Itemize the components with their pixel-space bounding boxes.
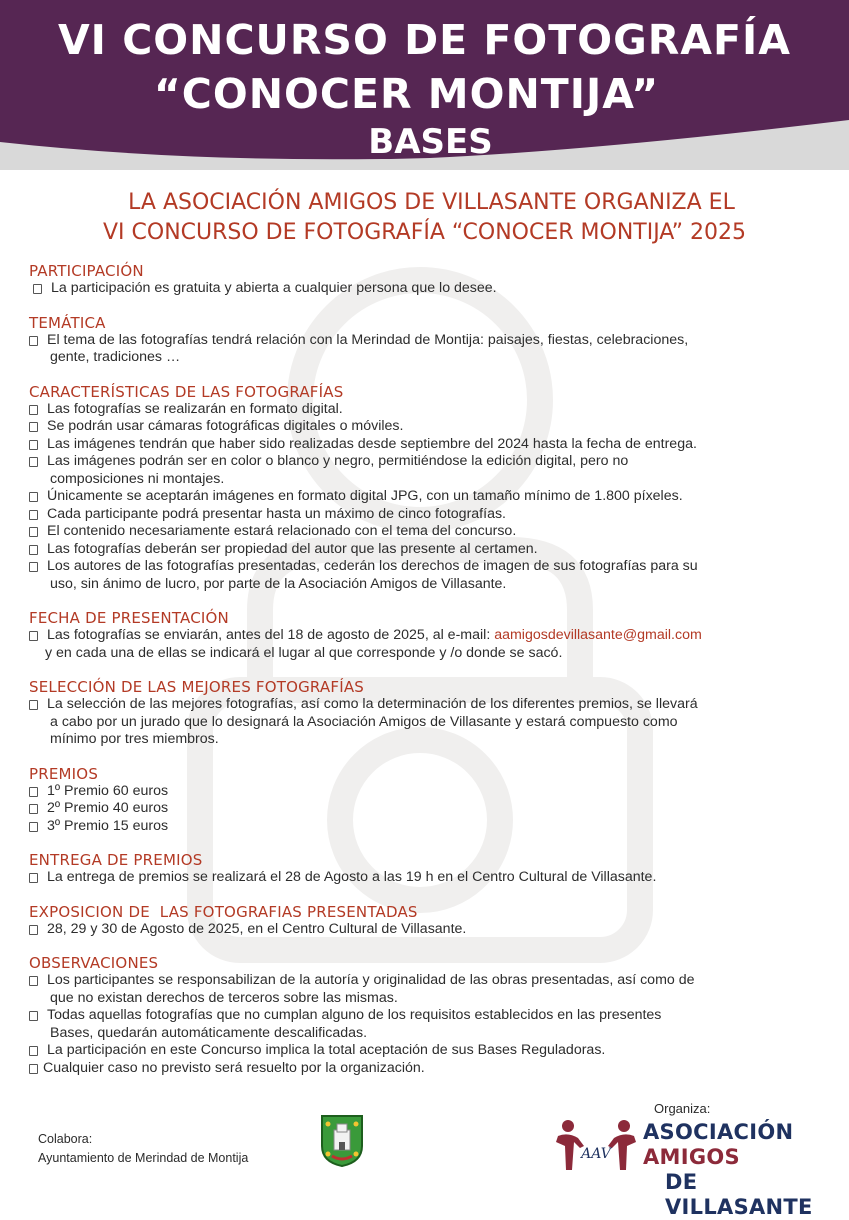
bullet-icon (29, 457, 38, 467)
bullet-icon (29, 440, 38, 450)
email-link[interactable]: aamigosdevillasante@gmail.com (494, 627, 702, 643)
section-title: OBSERVACIONES (29, 954, 159, 972)
section-title: SELECCIÓN DE LAS MEJORES FOTOGRAFÍAS (29, 678, 365, 696)
list-item: Los participantes se responsabilizan de la autoría y originalidad de las obras presentadas, así como de que no existan derechos de terceros sobre las mismas. (29, 972, 829, 1007)
list-item: 1º Premio 60 euros (29, 783, 829, 801)
section-title: TEMÁTICA (29, 313, 106, 332)
list-item: 2º Premio 40 euros (29, 800, 829, 818)
section-observaciones (29, 954, 829, 1077)
bullet-icon (29, 336, 38, 346)
section-title: FECHA DE PRESENTACIÓN (29, 609, 229, 627)
logo-word-villasante: DE VILLASANTE (665, 1170, 813, 1219)
organizer-heading-line2: VI CONCURSO DE FOTOGRAFÍA “CONOCER MONTIJA” 2025 (102, 220, 747, 245)
list-item: 28, 29 y 30 de Agosto de 2025, en el Centro Cultural de Villasante. (29, 921, 829, 939)
section-title: EXPOSICION DE LAS FOTOGRAFIAS PRESENTADAS (29, 902, 418, 921)
bullet-icon (29, 873, 38, 883)
section-title: ENTREGA DE PREMIOS (29, 851, 203, 869)
colabora-name: Ayuntamiento de Merindad de Montija (38, 1151, 249, 1165)
bullet-icon (29, 804, 38, 814)
list-item: Los autores de las fotografías presentadas, cederán los derechos de imagen de sus fotografías para su uso, sin ánimo de lucro, por parte de la Asociación Amigos de Villasante. (29, 558, 829, 593)
list-item: Cualquier caso no previsto será resuelto por la organización. (29, 1060, 829, 1078)
bullet-icon (29, 422, 38, 432)
bullet-icon (29, 787, 38, 797)
section-participacion (29, 262, 829, 298)
logo-monogram: AAV (581, 1146, 611, 1162)
bullet-icon (29, 510, 38, 520)
section-title: PREMIOS (29, 764, 99, 783)
list-item: Las imágenes podrán ser en color o blanco y negro, permitiéndose la edición digital, pero no composiciones ni montajes. (29, 453, 829, 488)
list-item: La entrega de premios se realizará el 28 de Agosto a las 19 h en el Centro Cultural de Villasante. (29, 869, 829, 887)
section-tematica (29, 314, 829, 367)
section-premios (29, 765, 829, 836)
municipal-shield-icon (320, 1114, 364, 1168)
list-item: Las imágenes tendrán que haber sido realizadas desde septiembre del 2024 hasta la fecha de entrega. (29, 436, 829, 454)
list-item: La participación en este Concurso implica la total aceptación de sus Bases Reguladoras. (29, 1042, 829, 1060)
association-logo-text (643, 1120, 849, 1220)
bullet-icon (33, 284, 42, 294)
colabora-label: Colabora: (38, 1132, 93, 1146)
section-exposicion (29, 903, 829, 939)
list-item: Se podrán usar cámaras fotográficas digitales o móviles. (29, 418, 829, 436)
list-item: 3º Premio 15 euros (29, 818, 829, 836)
header-title-line1: VI CONCURSO DE FOTOGRAFÍA (57, 16, 792, 64)
header-title-bases: BASES (368, 122, 493, 162)
bullet-icon (29, 700, 38, 710)
rules-content (29, 262, 829, 1093)
bullet-icon (29, 631, 38, 641)
list-item: La selección de las mejores fotografías, así como la determinación de los diferentes premios, se llevará a cabo por un jurado que lo designará la Asociación Amigos de Villasante y estará compuesto como mínimo por tres miembros. (29, 696, 829, 749)
list-item: Las fotografías se enviarán, antes del 18 de agosto de 2025, al e-mail: aamigosdevillasante@gmail.com y en cada una de ellas se indicará el lugar al que corresponde y /o donde se sacó. (29, 627, 829, 662)
association-logo-icon (554, 1116, 638, 1172)
logo-word-asociacion: ASOCIACIÓN (643, 1120, 794, 1144)
list-item: Únicamente se aceptarán imágenes en formato digital JPG, con un tamaño mínimo de 1.800 píxeles. (29, 488, 829, 506)
list-item: Las fotografías se realizarán en formato digital. (29, 401, 829, 419)
bullet-icon (29, 976, 38, 986)
section-fecha-presentacion (29, 609, 829, 662)
bullet-icon (29, 545, 38, 555)
organizer-heading (0, 188, 849, 248)
bullet-icon (29, 527, 38, 537)
bullet-icon (29, 1046, 38, 1056)
footer-colabora (38, 1130, 248, 1168)
list-item: La participación es gratuita y abierta a cualquier persona que lo desee. (29, 280, 829, 298)
organizer-heading-line1: LA ASOCIACIÓN AMIGOS DE VILLASANTE ORGANIZA EL (128, 190, 735, 215)
header-title-line2: “CONOCER MONTIJA” (153, 70, 660, 118)
section-entrega (29, 851, 829, 887)
bullet-icon (29, 925, 38, 935)
section-title: PARTICIPACIÓN (29, 262, 144, 280)
bullet-icon (29, 405, 38, 415)
list-item: El contenido necesariamente estará relacionado con el tema del concurso. (29, 523, 829, 541)
bullet-icon (29, 562, 38, 572)
list-item: Todas aquellas fotografías que no cumplan alguno de los requisitos establecidos en las presentes Bases, quedarán automáticamente descalificadas. (29, 1007, 829, 1042)
list-item: Las fotografías deberán ser propiedad del autor que las presente al certamen. (29, 541, 829, 559)
list-item: El tema de las fotografías tendrá relación con la Merindad de Montija: paisajes, fiestas, celebraciones, gente, tradiciones … (29, 332, 829, 367)
logo-word-amigos: AMIGOS (643, 1145, 740, 1169)
bullet-icon (29, 1064, 38, 1074)
organiza-label: Organiza: (654, 1101, 711, 1116)
bullet-icon (29, 1011, 38, 1021)
header-banner (0, 0, 849, 170)
bullet-icon (29, 822, 38, 832)
section-seleccion (29, 678, 829, 749)
list-item: Cada participante podrá presentar hasta un máximo de cinco fotografías. (29, 506, 829, 524)
bullet-icon (29, 492, 38, 502)
section-caracteristicas (29, 383, 829, 594)
section-title: CARACTERÍSTICAS DE LAS FOTOGRAFÍAS (29, 382, 344, 401)
